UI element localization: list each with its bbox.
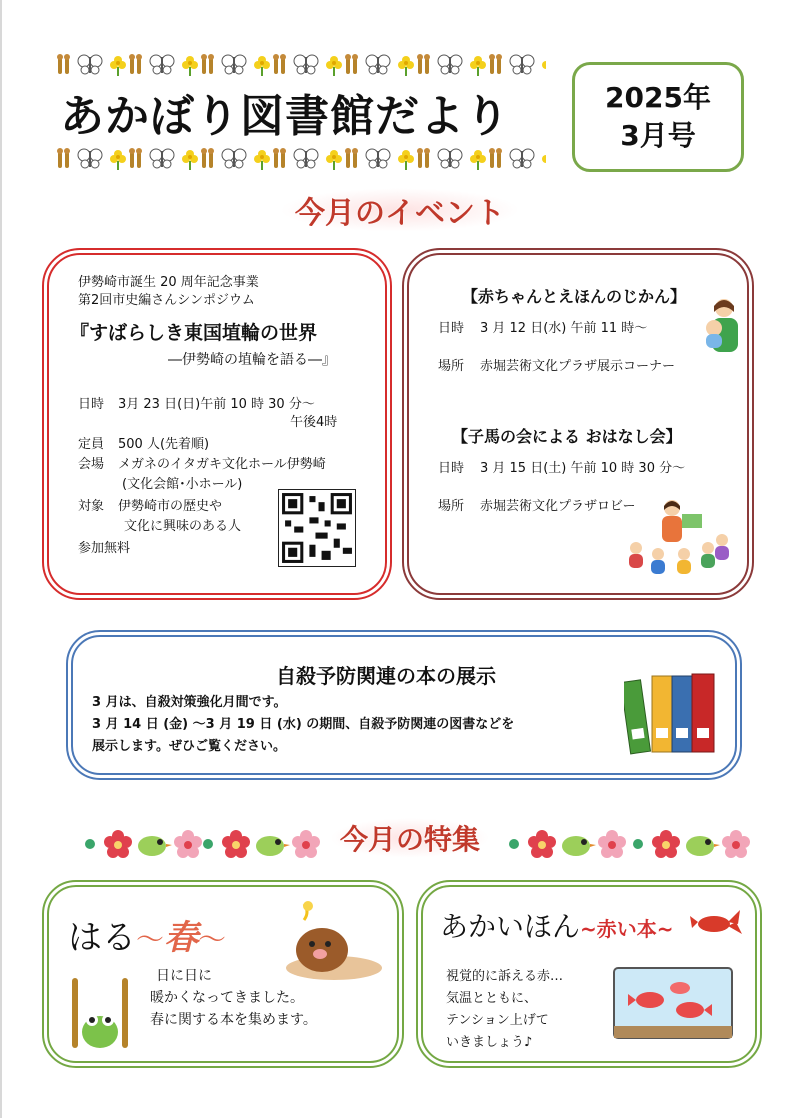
mole-icon (264, 898, 386, 982)
venue-value: メガネのイタガキ文化ホール伊勢崎 (118, 457, 326, 472)
plum-blossom-icon (104, 830, 132, 858)
tsukushi-icon (57, 54, 70, 74)
target-value-2: 文化に興味のある人 (124, 519, 242, 534)
capacity-value: 500 人(先着順) (118, 437, 210, 452)
red-line3: テンション上げて (446, 1013, 549, 1028)
datetime-value: 3月 23 日(日)午前 10 時 30 分～ (118, 397, 315, 412)
spring-line2: 暖かくなってきました。 (150, 990, 304, 1006)
spring-pattern-icon (56, 52, 546, 78)
decorative-border-bottom (56, 146, 546, 172)
event2-place: 赤堀芸術文化プラザロビー (480, 499, 636, 514)
spring-title-wave1: ～ (136, 923, 165, 956)
red-book-title-main: あかいほん (440, 910, 581, 943)
red-book-title-sub: ~赤い本~ (580, 917, 674, 941)
event-title: 『すばらしき東国埴輪の世界 (70, 322, 318, 344)
exhibit-line2: 3 月 14 日 (金) ～3 月 19 日 (水) の期間、自殺予防関連の図書などを (92, 717, 515, 732)
red-book-title (440, 905, 674, 945)
red-line1: 視覚的に訴える赤… (446, 969, 564, 984)
issue-box (572, 62, 744, 172)
baby-book-time-title: 【赤ちゃんとえほんのじかん】 (462, 287, 687, 306)
event2-datetime-label: 日時 (438, 461, 465, 476)
target-label: 対象 (78, 499, 105, 514)
event1-place-label: 場所 (438, 359, 465, 374)
issue-month: 3月号 (620, 119, 696, 152)
plum-warbler-border-left (84, 826, 320, 862)
qr-code-icon[interactable] (278, 489, 356, 567)
exhibit-line3: 展示します。ぜひご覧ください。 (92, 739, 286, 754)
butterfly-icon (78, 55, 102, 74)
frog-icon (64, 974, 136, 1058)
page-title: あかぼり図書館だより (60, 91, 510, 142)
event1-datetime-label: 日時 (438, 321, 465, 336)
decorative-border-top (56, 52, 546, 78)
exhibit-line1: 3 月は、自殺対策強化月間です。 (92, 695, 287, 710)
issue-year: 2025年 (605, 81, 711, 114)
event1-datetime: 3 月 12 日(水) 午前 11 時～ (480, 321, 648, 336)
exhibit-title: 自殺予防関連の本の展示 (276, 664, 496, 688)
event-subtitle: ―伊勢崎の埴輪を語る―』 (168, 352, 336, 368)
red-line4: いきましょう♪ (446, 1035, 533, 1050)
event-line2: 第2回市史編さんシンポジウム (78, 293, 255, 308)
aquarium-icon (610, 960, 736, 1044)
events-heading: 今月のイベント (280, 188, 520, 232)
bush-warbler-icon (138, 836, 172, 856)
books-icon (624, 668, 724, 756)
venue-sub: (文化会館･小ホール) (122, 477, 243, 492)
event2-datetime: 3 月 15 日(土) 午前 10 時 30 分～ (480, 461, 686, 476)
spring-title-kanji: 春 (164, 918, 199, 958)
spring-line1: 日に日に (156, 968, 212, 984)
datetime-label: 日時 (78, 397, 105, 412)
datetime-end: 午後4時 (290, 415, 338, 430)
venue-label: 会場 (78, 457, 105, 472)
spring-title-kana: はる (68, 918, 136, 958)
red-line2: 気温とともに、 (446, 991, 538, 1006)
event1-place: 赤堀芸術文化プラザ展示コーナー (480, 359, 676, 374)
rapeseed-flower-icon (110, 56, 126, 76)
target-value: 伊勢崎市の歴史や (118, 499, 223, 514)
storytime-icon (622, 496, 732, 576)
event-line1: 伊勢崎市誕生 20 周年記念事業 (78, 275, 259, 290)
spring-title-wave2: ～ (198, 923, 227, 956)
fee: 参加無料 (78, 541, 131, 556)
spring-title (68, 910, 226, 959)
capacity-label: 定員 (78, 437, 105, 452)
page-edge (0, 0, 2, 1118)
lobster-icon (688, 900, 744, 944)
spring-line3: 春に関する本を集めます。 (150, 1012, 317, 1028)
spring-pattern-icon (56, 146, 546, 172)
features-heading: 今月の特集 (330, 818, 490, 858)
event2-place-label: 場所 (438, 499, 465, 514)
plum-warbler-border-right (508, 826, 768, 862)
storytelling-title: 【子馬の会による おはなし会】 (452, 427, 682, 446)
mother-baby-icon (698, 296, 742, 358)
